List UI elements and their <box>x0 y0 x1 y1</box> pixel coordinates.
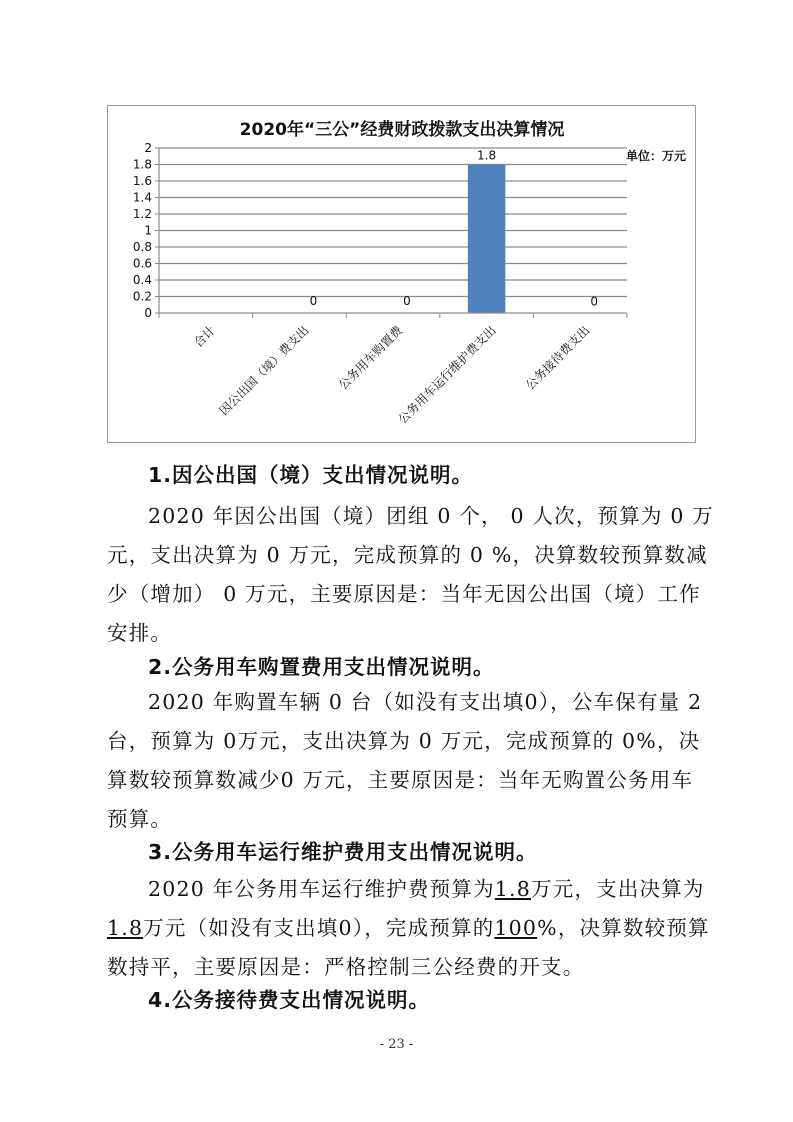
underlined-value: 1.8 <box>107 916 144 940</box>
data-label: 0 <box>590 294 599 309</box>
unit-label: 单位：万元 <box>625 149 686 163</box>
underlined-value: 1.8 <box>494 877 531 901</box>
section-4-heading: 4.公务接待费支出情况说明。 <box>148 988 431 1012</box>
category-label: 合计 <box>191 323 218 351</box>
section-3-line <box>107 870 705 909</box>
page-number: - 23 - <box>379 1037 414 1052</box>
y-tick-label: 1.2 <box>132 207 152 221</box>
text: %，决算数较预算 <box>537 916 710 940</box>
y-tick-label: 0.4 <box>132 273 152 287</box>
y-tick-label: 1.6 <box>132 174 152 188</box>
chart-title: 2020年“三公”经费财政拨款支出决算情况 <box>239 120 565 140</box>
section-2-body <box>107 683 703 839</box>
section-1-line: 少（增加） 0 万元，主要原因是：当年无因公出国（境）工作 <box>107 582 701 606</box>
section-2-line: 预算。 <box>107 807 173 831</box>
y-tick-label: 2 <box>144 141 152 155</box>
category-label: 因公出国（境）费支出 <box>216 323 312 418</box>
section-1-line: 2020 年因公出国（境）团组 0 个， 0 人次，预算为 0 万 <box>148 504 715 528</box>
data-label: 1.8 <box>477 148 497 163</box>
underlined-value: 100 <box>494 916 538 940</box>
section-3-body <box>107 870 710 987</box>
text: 万元（如没有支出填0），完成预算的 <box>143 916 495 940</box>
y-tick-label: 0.6 <box>132 256 152 271</box>
section-3-line <box>107 909 710 948</box>
text: 万元，支出决算为 <box>531 877 705 901</box>
section-2-line: 台，预算为 0万元，支出决算为 0 万元，完成预算的 0%，决 <box>107 729 701 753</box>
y-tick-label: 1.8 <box>132 157 152 172</box>
category-label: 公务用车购置费 <box>335 323 406 393</box>
y-tick-label: 1 <box>144 223 152 238</box>
category-label: 公务接待费支出 <box>523 323 593 393</box>
category-label: 公务用车运行维护费支出 <box>395 323 499 427</box>
y-tick-label: 0.8 <box>132 240 152 254</box>
section-2-line: 2020 年购置车辆 0 台（如没有支出填0），公车保有量 2 <box>148 690 703 714</box>
bar-chart <box>108 106 697 444</box>
data-label: 0 <box>309 293 318 308</box>
y-tick-label: 0 <box>144 306 152 320</box>
section-3-line: 数持平，主要原因是：严格控制三公经费的开支。 <box>107 955 585 979</box>
chart-frame <box>107 105 696 443</box>
text: 2020 年公务用车运行维护费预算为 <box>148 877 495 901</box>
section-1-line: 安排。 <box>107 621 173 645</box>
y-tick-label: 1.4 <box>132 190 152 205</box>
section-1-heading: 1.因公出国（境）支出情况说明。 <box>148 463 474 487</box>
section-2-heading: 2.公务用车购置费用支出情况说明。 <box>148 655 495 679</box>
section-3-heading: 3.公务用车运行维护费用支出情况说明。 <box>148 840 538 864</box>
section-1-line: 元，支出决算为 0 万元，完成预算的 0 %，决算数较预算数减 <box>107 543 708 567</box>
y-tick-label: 0.2 <box>132 289 152 304</box>
section-1-body <box>107 497 715 653</box>
section-2-line: 算数较预算数减少0 万元，主要原因是：当年无购置公务用车 <box>107 768 694 792</box>
data-label: 0 <box>403 293 411 308</box>
bar <box>468 165 505 314</box>
